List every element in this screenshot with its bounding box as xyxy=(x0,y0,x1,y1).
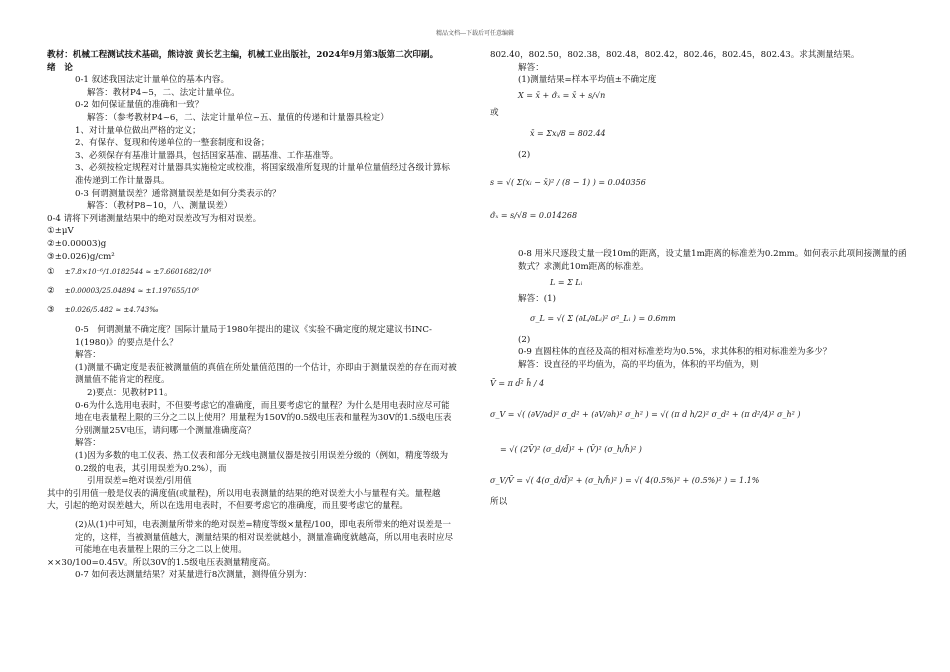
question-0-2: 0-2 如何保证量值的准确和一致？ xyxy=(75,100,204,111)
equation-L: L = Σ Lᵢ xyxy=(550,277,583,287)
answer-0-5-item-1: (1)测量不确定度是表征被测量值的真值在所处量值范围的一个估计，亦即由于测量误差的存在而对被测量值不能肯定的程度。 xyxy=(75,362,457,386)
so-label: 所以 xyxy=(490,496,508,507)
answer-0-8: 解答：(1) xyxy=(518,294,556,305)
question-0-4-item-2: ②±0.00003)g xyxy=(47,238,107,249)
equation-row-3 xyxy=(47,301,457,320)
answer-0-5-item-2: 2)要点：见教材P11。 xyxy=(87,388,173,399)
equation-sigma-row xyxy=(490,204,910,228)
equation-rel: σ_V/V̄ = √( 4(σ_d/d̄)² + (σ_h/h̄)² ) = √( 4(0.5%)² + (0.5%)² ) = 1.1% xyxy=(490,476,760,486)
equation-V-row xyxy=(490,372,910,398)
equation-sigmaL-row xyxy=(490,306,910,334)
answer-0-6-formula: 引用误差=绝对误差/引用值 xyxy=(87,476,192,487)
answer-0-6-item-4: ××30/100=0.45V。所以30V的1.5级电压表测量精度高。 xyxy=(47,557,276,568)
answer-0-8-item-2: (2) xyxy=(518,334,531,345)
right-column xyxy=(490,49,910,508)
equation-3-label: ③ xyxy=(47,305,55,316)
question-0-1: 0-1 叙述我国法定计量单位的基本内容。 xyxy=(75,75,230,86)
equation-mean: x̄ = Σxᵢ/8 = 802.44 xyxy=(530,129,606,139)
equation-2-label: ② xyxy=(47,286,55,297)
question-0-3: 0-3 何谓测量误差？通常测量误差是如何分类表示的？ xyxy=(75,188,281,199)
answer-0-7: 解答： xyxy=(518,62,544,73)
left-column xyxy=(47,49,457,582)
equation-V: V̄ = π d̄² h̄ / 4 xyxy=(490,379,545,389)
question-0-5: 0-5 何谓测量不确定度？国际计量局于1980年提出的建议《实验不确定度的规定建议书INC-1(1980)》的要点是什么？ xyxy=(75,325,432,348)
equation-rel-row xyxy=(490,468,910,496)
answer-0-6: 解答： xyxy=(75,438,101,449)
equation-s-row xyxy=(490,162,910,204)
equation-row-2 xyxy=(47,282,457,301)
equation-1: ±7.8×10⁻⁶/1.0182544 ≈ ±7.6601682/10⁶ xyxy=(64,268,212,277)
equation-sigmaL: σ_L = √( Σ (∂L/∂Lᵢ)² σ²_Lᵢ ) = 0.6mm xyxy=(530,314,676,324)
answer-0-6-item-2: 其中的引用值一般是仪表的满度值(或量程)，所以用电表测量的结果的绝对误差大小与量程有关。量程越大，引起的绝对误差越大，所以在选用电表时，不但要考虑它的准确度，而且要考虑它的量程。 xyxy=(47,488,441,512)
question-0-4-item-3: ③±0.026)g/cm² xyxy=(47,251,115,262)
answer-0-2-item-4: 3、必须按检定规程对计量器具实施检定或校准，将国家级准所复现的计量单位量值经过各级计算标准传递到工作计量器具。 xyxy=(75,163,451,186)
equation-sigmaV-row xyxy=(490,398,910,434)
or-label: 或 xyxy=(490,107,499,118)
equation-1-label: ① xyxy=(47,267,55,278)
intro-title: 绪 论 xyxy=(47,62,73,73)
answer-0-6-item-3: (2)从(1)中可知，电表测量所带来的绝对误差=精度等级×量程/100，即电表所带来的绝对误差是一定的，这样，当被测量值越大，测量结果的相对误差就越小，测量准确度就越高，所以用电表时应尽可能地在电表量程上限的三分之二以上使用。 xyxy=(75,520,454,556)
equation-s: s = √( Σ(xᵢ − x̄)² / (8 − 1) ) = 0.040356 xyxy=(490,177,646,187)
question-0-6: 0-6为什么选用电表时，不但要考虑它的准确度，而且要考虑它的量程？为什么是用电表时应尽可能地在电表量程上限的三分之二以上使用？用量程为150V的0.5级电压表和量程为30V的1.5级电压表分别测量25V电压，请问哪一个测量准确度高？ xyxy=(75,400,452,436)
question-0-9: 0-9 直圆柱体的直径及高的相对标准差均为0.5%，求其体积的相对标准差为多少？ xyxy=(518,347,832,358)
measurement-values: 802.40，802.50，802.38，802.48，802.42，802.46，802.45，802.43。求其测量结果。 xyxy=(490,50,860,60)
question-0-4: 0-4 请将下列诸测量结果中的绝对误差改写为相对误差。 xyxy=(47,213,262,224)
answer-0-7-item-1: (1)测量结果=样本平均值±不确定度 xyxy=(518,75,657,86)
answer-0-2-item-3: 3、必须保存有基准计量器具，包括国家基准、副基准、工作基准等。 xyxy=(75,150,339,161)
equation-sigma: σ̂ₓ = s/√8 = 0.014268 xyxy=(490,210,578,220)
equation-sigmaV2-row xyxy=(490,434,910,468)
answer-0-7-item-2: (2) xyxy=(518,150,531,161)
answer-0-2-item-2: 2、有保存、复现和传递单位的一整套制度和设备； xyxy=(75,138,270,149)
equation-mean-row xyxy=(490,119,910,149)
equation-row-1 xyxy=(47,263,457,282)
equation-3: ±0.026/5.482 ≈ ±4.743‰ xyxy=(64,306,159,315)
question-0-7: 0-7 如何表达测量结果？对某量进行8次测量，测得值分别为： xyxy=(75,570,312,581)
equation-sigmaV: σ_V = √( (∂V/∂d)² σ_d² + (∂V/∂h)² σ_h² ) = √( (π d h/2)² σ_d² + (π d²/4)² σ_h² ) xyxy=(490,410,801,420)
answer-0-5: 解答： xyxy=(75,350,101,361)
equation-L-row xyxy=(490,273,910,293)
equation-x-row xyxy=(490,87,910,107)
answer-0-9: 解答：设直径的平均值为，高的平均值为，体积的平均值为，则 xyxy=(518,359,759,370)
textbook-line: 教材：机械工程测试技术基础，熊诗波 黄长艺主编，机械工业出版社，2024年9月第3版第二次印刷。 xyxy=(47,50,439,60)
equation-2: ±0.00003/25.04894 ≈ ±1.197655/10⁶ xyxy=(64,287,199,296)
answer-0-3: 解答：（教材P8~10，八、测量误差） xyxy=(87,201,233,212)
equation-x: X = x̄ + σ̂ₓ = x̄ + s/√n xyxy=(518,91,606,101)
answer-0-2-item-1: 1、对计量单位做出严格的定义； xyxy=(75,125,201,136)
page-header: 精品文档---下载后可任意编辑 xyxy=(435,30,515,37)
answer-0-6-item-1: (1)因为多数的电工仪表、热工仪表和部分无线电测量仪器是按引用误差分级的（例如，精度等级为0.2级的电表，其引用误差为0.2%），而 xyxy=(75,451,449,474)
answer-0-2: 解答：（参考教材P4~6，二、法定计量单位~五、量值的传递和计量器具检定） xyxy=(87,112,389,123)
question-0-4-item-1: ①±μV xyxy=(47,226,74,237)
equation-sigmaV2: = √( (2V̄)² (σ_d/d̄)² + (V̄)² (σ_h/h̄)² ) xyxy=(500,445,642,455)
question-0-8: 0-8 用米尺逐段丈量一段10m的距离，设丈量1m距离的标准差为0.2mm。如何表示此项间接测量的函数式？求测此10m距离的标准差。 xyxy=(518,248,907,272)
answer-0-1: 解答：教材P4~5，二、法定计量单位。 xyxy=(87,87,240,98)
